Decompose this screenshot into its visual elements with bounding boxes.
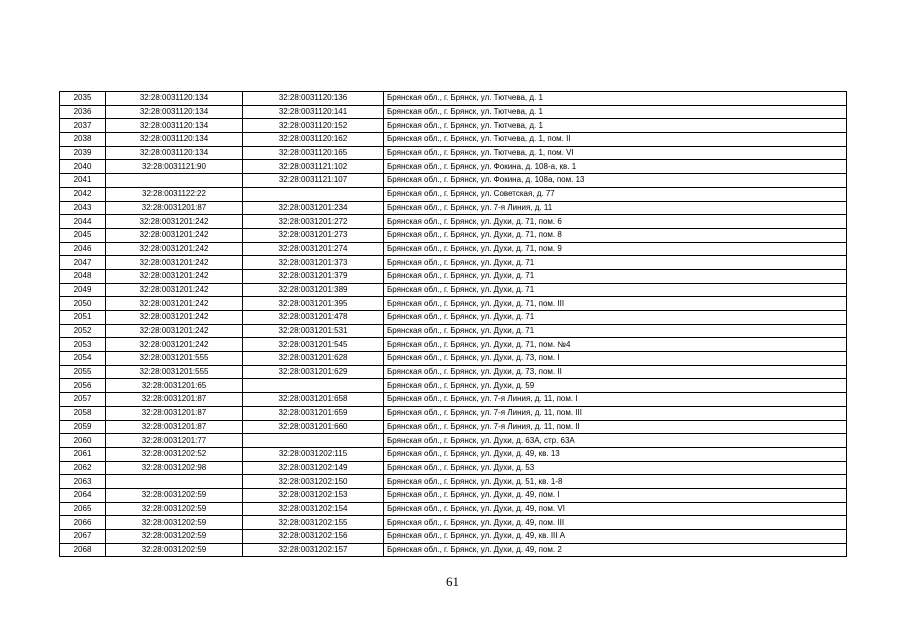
table-row	[60, 338, 847, 352]
table-row	[60, 502, 847, 516]
row-number-cell: 2036	[60, 105, 106, 119]
row-number-cell: 2059	[60, 420, 106, 434]
table-row	[60, 119, 847, 133]
row-number-cell: 2053	[60, 338, 106, 352]
table-row	[60, 475, 847, 489]
table-row	[60, 543, 847, 557]
table-row	[60, 133, 847, 147]
parcel-number-cell: 32:28:0031122:22	[106, 187, 243, 201]
address-cell: Брянская обл., г. Брянск, ул. Духи, д. 73, пом. II	[384, 365, 847, 379]
object-number-cell: 32:28:0031201:273	[243, 228, 384, 242]
row-number-cell: 2044	[60, 215, 106, 229]
table-row	[60, 256, 847, 270]
parcel-number-cell: 32:28:0031201:242	[106, 324, 243, 338]
address-cell: Брянская обл., г. Брянск, ул. Духи, д. 71, пом. 6	[384, 215, 847, 229]
object-number-cell: 32:28:0031202:155	[243, 516, 384, 530]
address-cell: Брянская обл., г. Брянск, ул. Тютчева, д. 1	[384, 119, 847, 133]
object-number-cell: 32:28:0031202:115	[243, 447, 384, 461]
address-cell: Брянская обл., г. Брянск, ул. Духи, д. 59	[384, 379, 847, 393]
address-cell: Брянская обл., г. Брянск, ул. Духи, д. 53	[384, 461, 847, 475]
object-number-cell: 32:28:0031201:379	[243, 269, 384, 283]
address-cell: Брянская обл., г. Брянск, ул. Советская, д. 77	[384, 187, 847, 201]
object-number-cell	[243, 434, 384, 448]
object-number-cell: 32:28:0031201:531	[243, 324, 384, 338]
parcel-number-cell	[106, 475, 243, 489]
address-cell: Брянская обл., г. Брянск, ул. Тютчева, д. 1, пом. II	[384, 133, 847, 147]
address-cell: Брянская обл., г. Брянск, ул. Духи, д. 71	[384, 269, 847, 283]
table-row	[60, 201, 847, 215]
parcel-number-cell: 32:28:0031202:59	[106, 543, 243, 557]
table-row	[60, 352, 847, 366]
row-number-cell: 2058	[60, 406, 106, 420]
row-number-cell: 2035	[60, 92, 106, 106]
table-row	[60, 283, 847, 297]
parcel-number-cell: 32:28:0031120:134	[106, 133, 243, 147]
row-number-cell: 2046	[60, 242, 106, 256]
table-row	[60, 160, 847, 174]
address-cell: Брянская обл., г. Брянск, ул. Духи, д. 49, пом. III	[384, 516, 847, 530]
parcel-number-cell: 32:28:0031201:242	[106, 283, 243, 297]
object-number-cell: 32:28:0031202:154	[243, 502, 384, 516]
address-cell: Брянская обл., г. Брянск, ул. Духи, д. 71	[384, 324, 847, 338]
object-number-cell: 32:28:0031202:156	[243, 530, 384, 544]
object-number-cell: 32:28:0031121:107	[243, 174, 384, 188]
row-number-cell: 2061	[60, 447, 106, 461]
object-number-cell: 32:28:0031201:234	[243, 201, 384, 215]
table-row	[60, 434, 847, 448]
object-number-cell: 32:28:0031201:478	[243, 311, 384, 325]
row-number-cell: 2066	[60, 516, 106, 530]
address-cell: Брянская обл., г. Брянск, ул. Духи, д. 71	[384, 256, 847, 270]
table-row	[60, 530, 847, 544]
row-number-cell: 2042	[60, 187, 106, 201]
object-number-cell: 32:28:0031120:162	[243, 133, 384, 147]
table-row	[60, 269, 847, 283]
parcel-number-cell: 32:28:0031201:242	[106, 228, 243, 242]
table-row	[60, 92, 847, 106]
parcel-number-cell: 32:28:0031201:242	[106, 269, 243, 283]
row-number-cell: 2054	[60, 352, 106, 366]
parcel-number-cell: 32:28:0031202:59	[106, 502, 243, 516]
table-row	[60, 379, 847, 393]
address-cell: Брянская обл., г. Брянск, ул. Духи, д. 71, пом. III	[384, 297, 847, 311]
table-row	[60, 105, 847, 119]
address-cell: Брянская обл., г. Брянск, ул. 7-я Линия, д. 11, пом. III	[384, 406, 847, 420]
row-number-cell: 2048	[60, 269, 106, 283]
parcel-number-cell: 32:28:0031201:242	[106, 338, 243, 352]
object-number-cell: 32:28:0031201:389	[243, 283, 384, 297]
object-number-cell	[243, 379, 384, 393]
row-number-cell: 2039	[60, 146, 106, 160]
object-number-cell: 32:28:0031202:150	[243, 475, 384, 489]
parcel-number-cell: 32:28:0031201:77	[106, 434, 243, 448]
row-number-cell: 2065	[60, 502, 106, 516]
parcel-number-cell: 32:28:0031202:52	[106, 447, 243, 461]
row-number-cell: 2037	[60, 119, 106, 133]
row-number-cell: 2068	[60, 543, 106, 557]
parcel-number-cell: 32:28:0031201:555	[106, 365, 243, 379]
object-number-cell: 32:28:0031201:272	[243, 215, 384, 229]
address-cell: Брянская обл., г. Брянск, ул. Духи, д. 71, пом. 8	[384, 228, 847, 242]
parcel-number-cell: 32:28:0031202:98	[106, 461, 243, 475]
address-cell: Брянская обл., г. Брянск, ул. Духи, д. 71	[384, 311, 847, 325]
address-cell: Брянская обл., г. Брянск, ул. Духи, д. 49, пом. 2	[384, 543, 847, 557]
table-row	[60, 461, 847, 475]
address-cell: Брянская обл., г. Брянск, ул. 7-я Линия, д. 11, пом. I	[384, 393, 847, 407]
address-cell: Брянская обл., г. Брянск, ул. Тютчева, д. 1	[384, 105, 847, 119]
address-cell: Брянская обл., г. Брянск, ул. Духи, д. 51, кв. 1-8	[384, 475, 847, 489]
object-number-cell: 32:28:0031201:658	[243, 393, 384, 407]
table-row	[60, 420, 847, 434]
row-number-cell: 2062	[60, 461, 106, 475]
object-number-cell: 32:28:0031201:629	[243, 365, 384, 379]
object-number-cell: 32:28:0031201:545	[243, 338, 384, 352]
table-row	[60, 406, 847, 420]
table-row	[60, 488, 847, 502]
parcel-number-cell: 32:28:0031120:134	[106, 119, 243, 133]
table-row	[60, 324, 847, 338]
row-number-cell: 2043	[60, 201, 106, 215]
address-cell: Брянская обл., г. Брянск, ул. Духи, д. 71, пом. 9	[384, 242, 847, 256]
table-row	[60, 242, 847, 256]
parcel-number-cell: 32:28:0031201:242	[106, 215, 243, 229]
parcel-number-cell	[106, 174, 243, 188]
table-row	[60, 215, 847, 229]
row-number-cell: 2055	[60, 365, 106, 379]
row-number-cell: 2040	[60, 160, 106, 174]
object-number-cell	[243, 187, 384, 201]
parcel-number-cell: 32:28:0031201:242	[106, 256, 243, 270]
parcel-number-cell: 32:28:0031121:90	[106, 160, 243, 174]
parcel-number-cell: 32:28:0031201:555	[106, 352, 243, 366]
object-number-cell: 32:28:0031201:274	[243, 242, 384, 256]
object-number-cell: 32:28:0031201:395	[243, 297, 384, 311]
address-cell: Брянская обл., г. Брянск, ул. Фокина, д. 108-а, кв. 1	[384, 160, 847, 174]
table-row	[60, 393, 847, 407]
object-number-cell: 32:28:0031202:149	[243, 461, 384, 475]
row-number-cell: 2051	[60, 311, 106, 325]
table-row	[60, 228, 847, 242]
table-row	[60, 174, 847, 188]
address-cell: Брянская обл., г. Брянск, ул. 7-я Линия, д. 11, пом. II	[384, 420, 847, 434]
parcel-number-cell: 32:28:0031201:87	[106, 393, 243, 407]
parcel-number-cell: 32:28:0031201:242	[106, 242, 243, 256]
address-cell: Брянская обл., г. Брянск, ул. Тютчева, д. 1, пом. VI	[384, 146, 847, 160]
parcel-number-cell: 32:28:0031202:59	[106, 516, 243, 530]
table-row	[60, 297, 847, 311]
parcel-number-cell: 32:28:0031120:134	[106, 92, 243, 106]
object-number-cell: 32:28:0031120:165	[243, 146, 384, 160]
parcel-number-cell: 32:28:0031201:87	[106, 201, 243, 215]
address-cell: Брянская обл., г. Брянск, ул. Духи, д. 71, пом. №4	[384, 338, 847, 352]
object-number-cell: 32:28:0031201:660	[243, 420, 384, 434]
row-number-cell: 2063	[60, 475, 106, 489]
parcel-number-cell: 32:28:0031120:134	[106, 105, 243, 119]
row-number-cell: 2038	[60, 133, 106, 147]
parcel-number-cell: 32:28:0031202:59	[106, 530, 243, 544]
object-number-cell: 32:28:0031201:628	[243, 352, 384, 366]
address-cell: Брянская обл., г. Брянск, ул. Тютчева, д. 1	[384, 92, 847, 106]
table-row	[60, 365, 847, 379]
row-number-cell: 2057	[60, 393, 106, 407]
object-number-cell: 32:28:0031201:373	[243, 256, 384, 270]
address-cell: Брянская обл., г. Брянск, ул. Духи, д. 71	[384, 283, 847, 297]
row-number-cell: 2041	[60, 174, 106, 188]
object-number-cell: 32:28:0031120:152	[243, 119, 384, 133]
address-cell: Брянская обл., г. Брянск, ул. Духи, д. 73, пом. I	[384, 352, 847, 366]
row-number-cell: 2052	[60, 324, 106, 338]
row-number-cell: 2056	[60, 379, 106, 393]
parcel-number-cell: 32:28:0031201:65	[106, 379, 243, 393]
address-cell: Брянская обл., г. Брянск, ул. Духи, д. 49, кв. 13	[384, 447, 847, 461]
row-number-cell: 2050	[60, 297, 106, 311]
table-row	[60, 187, 847, 201]
object-number-cell: 32:28:0031201:659	[243, 406, 384, 420]
address-cell: Брянская обл., г. Брянск, ул. Духи, д. 49, кв. III А	[384, 530, 847, 544]
parcel-number-cell: 32:28:0031201:87	[106, 406, 243, 420]
address-cell: Брянская обл., г. Брянск, ул. 7-я Линия, д. 11	[384, 201, 847, 215]
object-number-cell: 32:28:0031120:136	[243, 92, 384, 106]
row-number-cell: 2060	[60, 434, 106, 448]
object-number-cell: 32:28:0031202:157	[243, 543, 384, 557]
row-number-cell: 2045	[60, 228, 106, 242]
row-number-cell: 2067	[60, 530, 106, 544]
parcel-number-cell: 32:28:0031201:87	[106, 420, 243, 434]
row-number-cell: 2047	[60, 256, 106, 270]
object-number-cell: 32:28:0031120:141	[243, 105, 384, 119]
address-cell: Брянская обл., г. Брянск, ул. Духи, д. 49, пом. I	[384, 488, 847, 502]
table-row	[60, 146, 847, 160]
address-cell: Брянская обл., г. Брянск, ул. Духи, д. 49, пом. VI	[384, 502, 847, 516]
registry-table	[59, 91, 847, 557]
table-row	[60, 311, 847, 325]
parcel-number-cell: 32:28:0031202:59	[106, 488, 243, 502]
object-number-cell: 32:28:0031121:102	[243, 160, 384, 174]
page-number: 61	[446, 574, 459, 589]
address-cell: Брянская обл., г. Брянск, ул. Духи, д. 63А, стр. 63А	[384, 434, 847, 448]
parcel-number-cell: 32:28:0031201:242	[106, 297, 243, 311]
parcel-number-cell: 32:28:0031120:134	[106, 146, 243, 160]
table-row	[60, 516, 847, 530]
object-number-cell: 32:28:0031202:153	[243, 488, 384, 502]
row-number-cell: 2049	[60, 283, 106, 297]
row-number-cell: 2064	[60, 488, 106, 502]
parcel-number-cell: 32:28:0031201:242	[106, 311, 243, 325]
address-cell: Брянская обл., г. Брянск, ул. Фокина, д. 108а, пом. 13	[384, 174, 847, 188]
table-row	[60, 447, 847, 461]
registry-table-body	[60, 92, 847, 557]
